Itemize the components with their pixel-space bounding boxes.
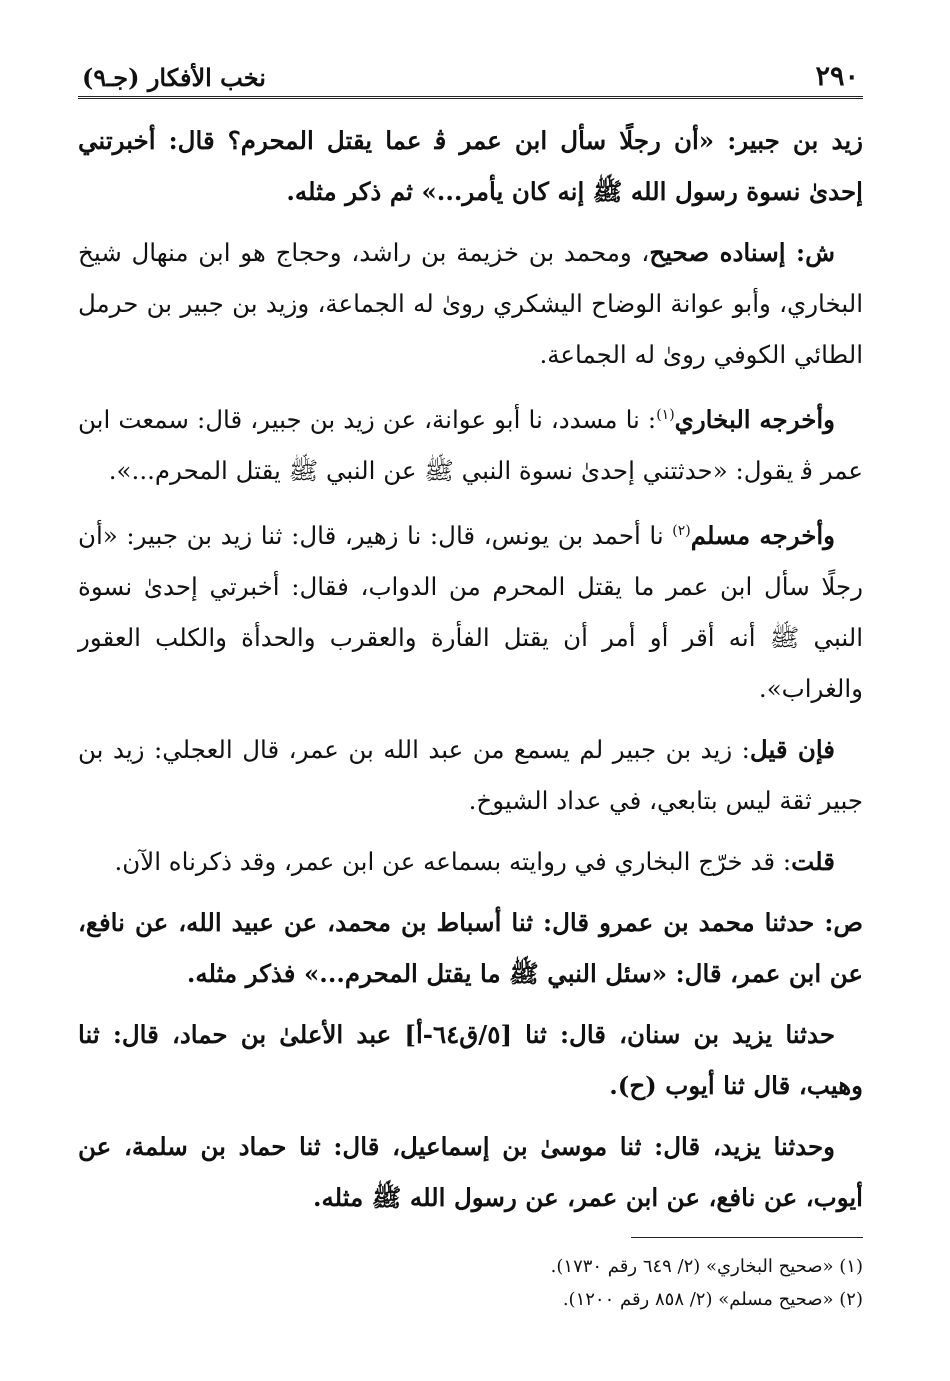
text-run: حدثنا يزيد بن سنان، قال: ثنا xyxy=(512,1020,835,1050)
footnote: (٢) «صحيح مسلم» (٢/ ٨٥٨ رقم ١٢٠٠). xyxy=(562,1289,863,1311)
text-run: : نا مسدد، نا أبو عوانة، عن زيد بن جبير، قال: سمعت ابن عمر ﭬ يقول: «حدثتني إحدىٰ نسوة النبي ﷺ عن النبي ﷺ يقتل المحرم...». xyxy=(78,405,863,486)
text-run: وحدثنا يزيد، قال: ثنا موسىٰ بن إسماعيل، قال: ثنا حماد بن سلمة، عن أيوب، عن نافع، عن ابن عمر، عن رسول الله ﷺ مثله. xyxy=(78,1132,863,1213)
paragraph xyxy=(78,506,863,714)
text-run: فإن قيل xyxy=(749,735,835,765)
running-title: نخب الأفكار (جـ٩) xyxy=(82,63,266,92)
paragraph xyxy=(78,227,863,380)
text-run: ص: حدثنا محمد بن عمرو قال: ثنا أسباط بن محمد، عن عبيد الله، عن نافع، عن ابن عمر، قال: «سئل النبي ﷺ ما يقتل المحرم...» فذكر مثله. xyxy=(78,908,863,989)
document-page xyxy=(78,52,863,1316)
text-run: [٥/ق٦٤-أ] xyxy=(404,1020,513,1050)
text-run: زيد بن جبير: «أن رجلًا سأل ابن عمر ﭬ عما يقتل المحرم؟ قال: أخبرتني إحدىٰ نسوة رسول الله ﷺ إنه كان يأمر...» ثم ذكر مثله. xyxy=(78,126,863,206)
text-run: قلت xyxy=(791,847,835,877)
text-run: وأخرجه مسلم xyxy=(690,521,835,551)
paragraph xyxy=(78,390,863,496)
footnote-ref: (٢) xyxy=(672,523,691,540)
text-run: عبد الأعلىٰ بن حماد، قال: ثنا وهيب، قال ثنا أيوب (ح). xyxy=(78,1020,863,1101)
paragraph xyxy=(78,897,863,999)
text-run: نا أحمد بن يونس، قال: نا زهير، قال: ثنا زيد بن جبير: «أن رجلًا سأل ابن عمر ما يقتل المحرم من الدواب، فقال: أخبرتي إحدىٰ نسوة النبي ﷺ أنه أقر أو أمر أن يقتل الفأرة والعقرب والحدأة والكلب العقور والغراب». xyxy=(78,521,863,704)
text-run: ، ومحمد بن خزيمة بن راشد، وحجاج هو ابن منهال شيخ البخاري، وأبو عوانة الوضاح اليشكري روىٰ له الجماعة، وزيد بن جبير بن حرمل الطائي الكوفي روىٰ له الجماعة. xyxy=(78,238,863,369)
page-number: ٢٩٠ xyxy=(815,61,859,92)
text-run: وأخرجه البخاري xyxy=(674,405,835,435)
text-run: : قد خرّج البخاري في روايته بسماعه عن ابن عمر، وقد ذكرناه الآن. xyxy=(114,847,792,877)
footnote: (١) «صحيح البخاري» (٢/ ٦٤٩ رقم ١٧٣٠). xyxy=(550,1256,863,1278)
paragraph xyxy=(78,836,863,887)
footnote-ref: (١) xyxy=(656,407,675,423)
footnote-separator xyxy=(631,1237,863,1238)
text-run: : زيد بن جبير لم يسمع من عبد الله بن عمر، قال العجلي: زيد بن جبير ثقة ليس بتابعي، في عداد الشيوخ. xyxy=(78,735,863,816)
page-header xyxy=(78,52,863,99)
paragraph xyxy=(78,724,863,826)
paragraph xyxy=(78,115,863,217)
text-run: ش: إسناده صحيح xyxy=(649,238,835,267)
footnotes xyxy=(78,1250,863,1316)
paragraph xyxy=(78,1121,863,1223)
paragraph xyxy=(78,1009,863,1111)
page-body xyxy=(78,115,863,1223)
